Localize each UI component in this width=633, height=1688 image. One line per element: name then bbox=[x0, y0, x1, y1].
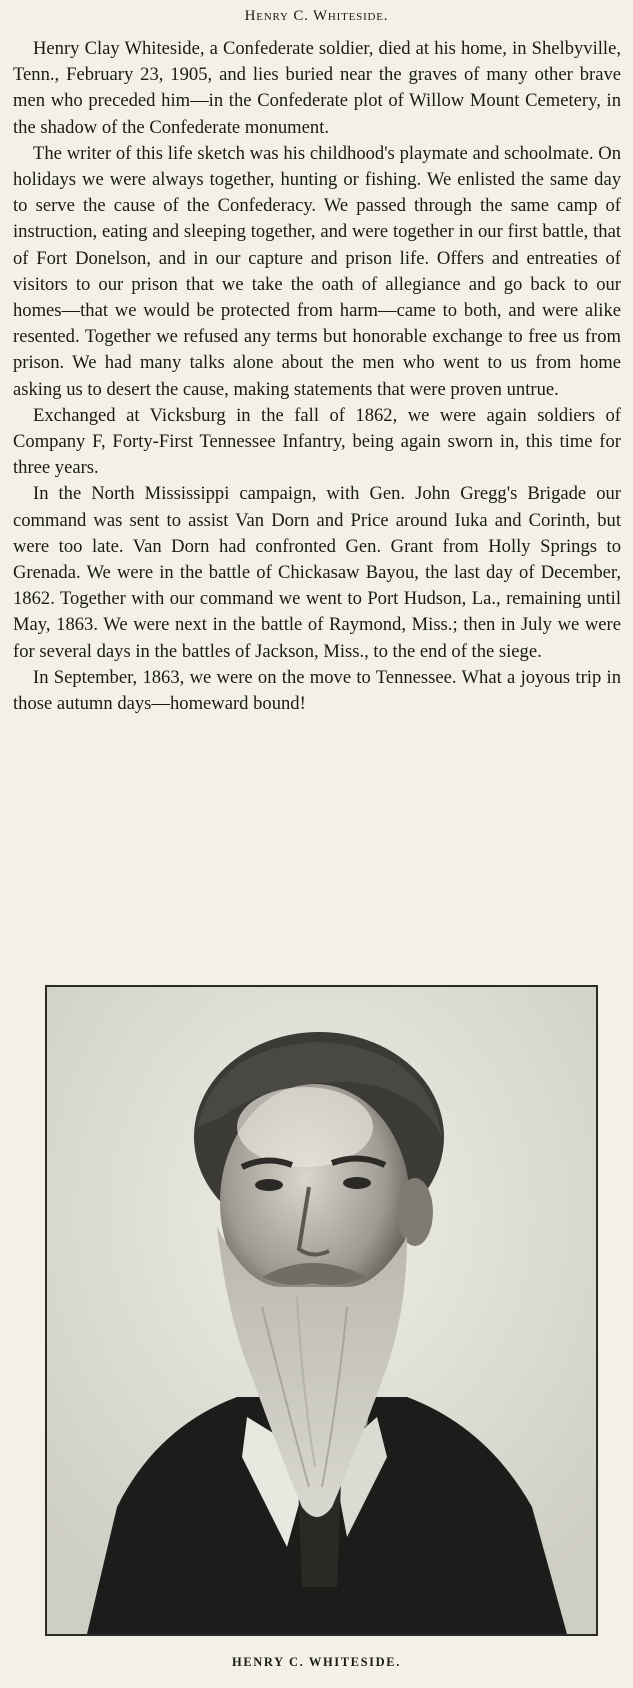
paragraph-5: In September, 1863, we were on the move to Tennessee. What a joyous trip in those autumn days—homeward bound! bbox=[13, 666, 621, 715]
article-title: Henry C. Whiteside. bbox=[244, 8, 389, 24]
photo-caption: HENRY C. WHITESIDE. bbox=[232, 1655, 401, 1669]
paragraph-3: Exchanged at Vicksburg in the fall of 1862, we were again soldiers of Company F, Forty-First Tennessee Infantry, being again sworn in, this time for three years. bbox=[13, 404, 621, 479]
article-body bbox=[13, 36, 621, 717]
portrait-photo bbox=[45, 985, 598, 1636]
paragraph-1: Henry Clay Whiteside, a Confederate soldier, died at his home, in Shelbyville, Tenn., February 23, 1905, and lies buried near the graves of many other brave men who preceded him—in the Confederate plot of Willow Mount Cemetery, in the shadow of the Confederate monument. bbox=[13, 38, 621, 138]
paragraph-4: In the North Mississippi campaign, with Gen. John Gregg's Brigade our command was sent to assist Van Dorn and Price around Iuka and Corinth, but were too late. Van Dorn had confronted Gen. Grant from Holly Springs to Grenada. We were in the battle of Chickasaw Bayou, the last day of December, 1862. Together with our command we went to Port Hudson, La., remaining until May, 1863. We were next in the battle of Raymond, Miss.; then in July we were for several days in the battles of Jackson, Miss., to the end of the siege. bbox=[13, 483, 621, 662]
paragraph-2: The writer of this life sketch was his childhood's playmate and schoolmate. On holidays we were always together, hunting or fishing. We enlisted the same day to serve the cause of the Confederacy. We passed through the same camp of instruction, eating and sleeping together, and were together in our first battle, that of Fort Donelson, and in our capture and prison life. Offers and entreaties of visitors to our prison that we take the oath of allegiance and go back to our homes—that we would be protected from harm—came to both, and were alike resented. Together we refused any terms but honorable exchange to free us from prison. We had many talks alone about the men who went to us from home asking us to desert the cause, making statements that were proven untrue. bbox=[13, 142, 621, 400]
portrait-illustration bbox=[47, 987, 596, 1634]
